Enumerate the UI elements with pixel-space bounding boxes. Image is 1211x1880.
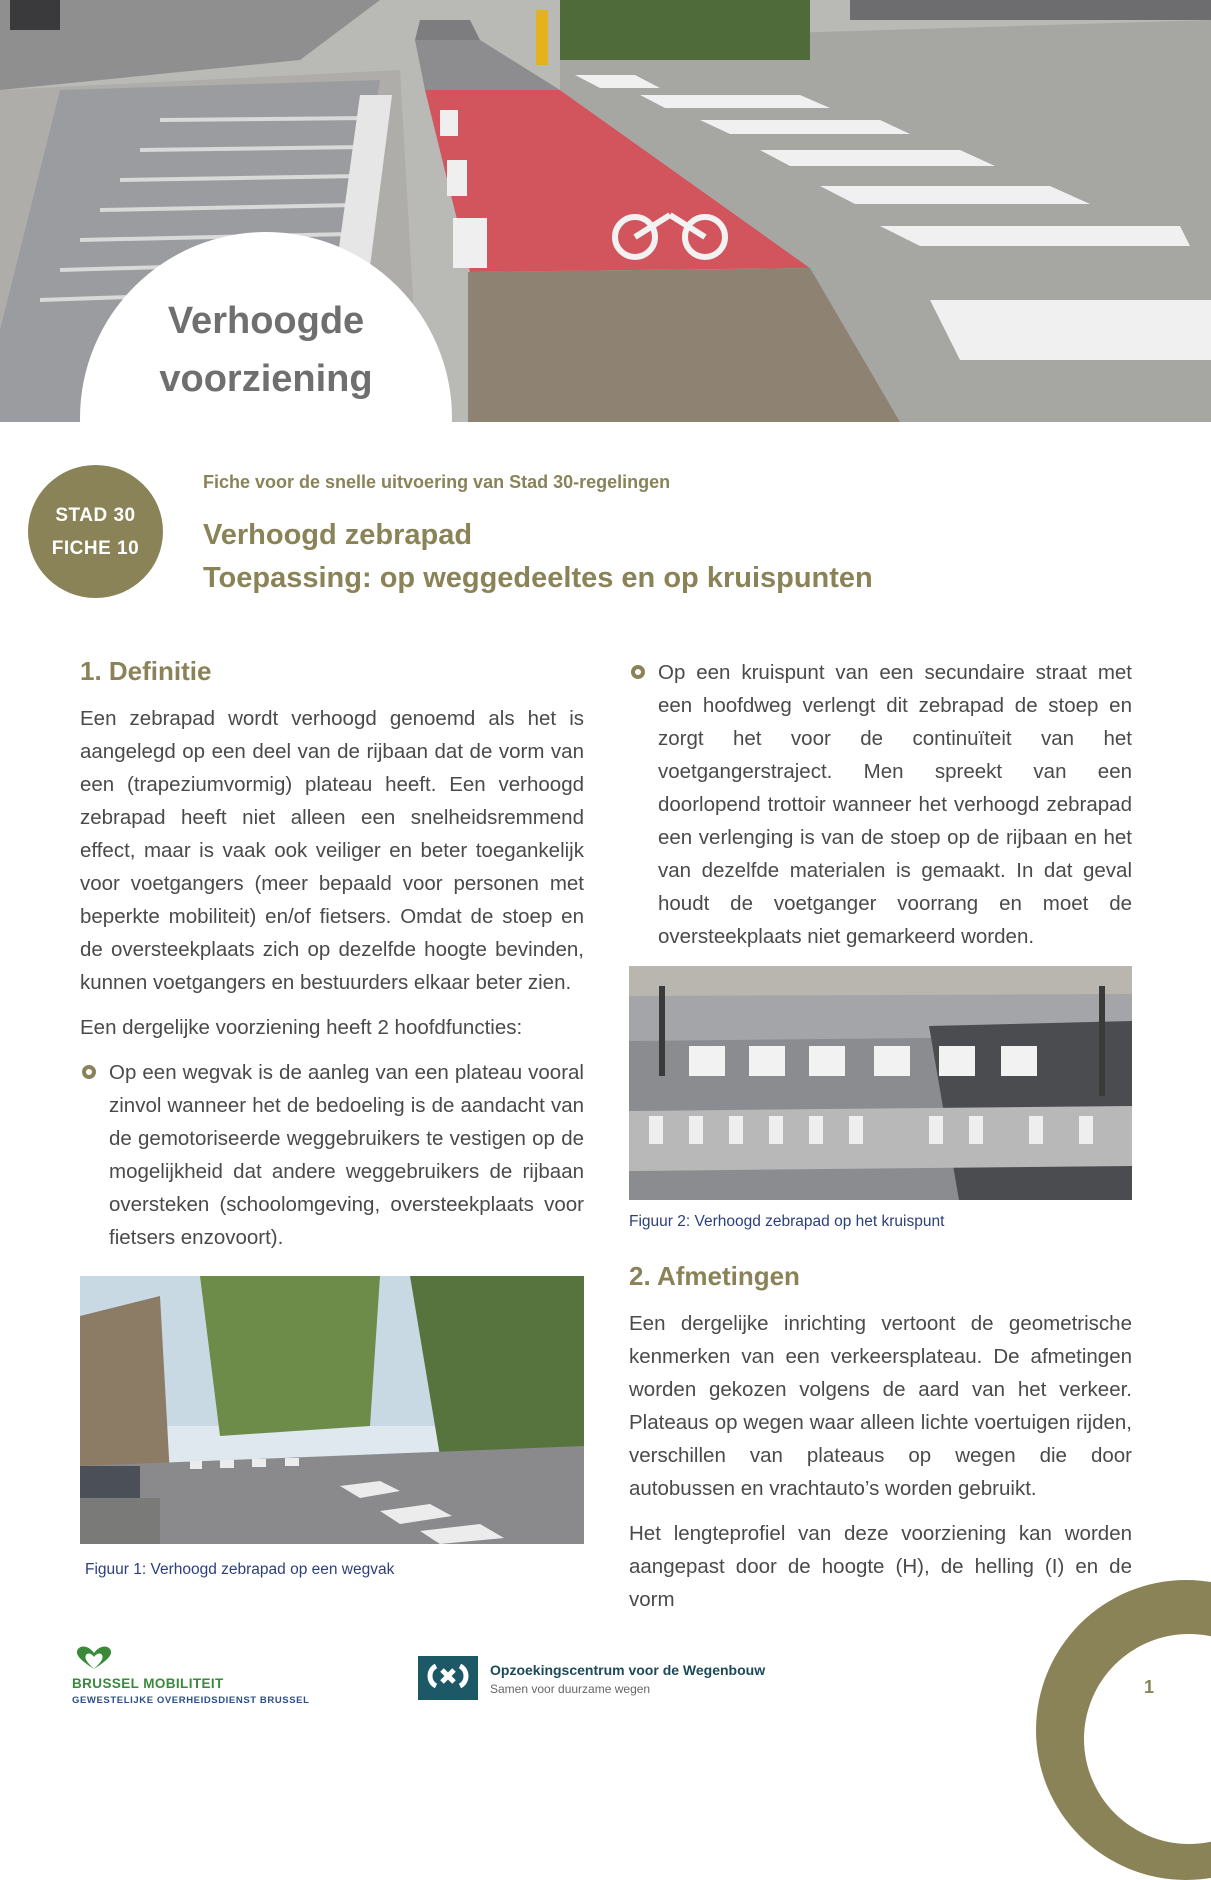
badge-line-1: STAD 30 [55,505,136,526]
ocw-logo-icon [418,1656,478,1700]
badge-line-2: FICHE 10 [51,538,140,559]
bullet-icon [631,665,645,679]
logo-2-line-1: Opzoekingscentrum voor de Wegenbouw [490,1662,766,1678]
definition-paragraph: Een zebrapad wordt verhoogd genoemd als het is aangelegd op een deel van de rijbaan dat de vorm van een (trapeziumvormig) plateau heeft. Een verhoogd zebrapad heeft niet alleen een snelheidsremmend effect, maar is vaak ook veiliger en beter toegankelijk voor voetgangers (meer bepaald voor personen met beperkte mobiliteit) en/of fietsers. Omdat de stoep en de oversteekplaats zich op dezelfde hoogte bevinden, kunnen voetgangers en bestuurders elkaar beter zien. [80,707,584,994]
right-column-top [629,656,1132,953]
left-column [80,655,584,1254]
header-title-line-1: Verhoogd zebrapad [203,519,473,551]
list-item [80,1056,584,1254]
right-column-bottom [629,1260,1132,1628]
title-line-2: voorziening [159,358,373,400]
logo-1-line-1: BRUSSEL MOBILITEIT [72,1676,224,1691]
header-kicker: Fiche voor de snelle uitvoering van Stad 30-regelingen [203,472,671,492]
figure-1-caption: Figuur 1: Verhoogd zebrapad op een wegvak [85,1561,395,1578]
fiche-badge [28,465,163,598]
bullet-icon [82,1065,96,1079]
dimensions-paragraph-1: Een dergelijke inrichting vertoont de geometrische kenmerken van een verkeersplateau. De afmetingen worden gekozen volgens de aard van het verkeer. Plateaus op wegen waar alleen lichte voertuigen rijden, verschillen van plateaus op wegen die door autobussen en vrachtauto’s worden gebruikt. [629,1312,1132,1500]
figure-2-photo [629,966,1132,1200]
header-title [203,514,873,600]
functions-intro: Een dergelijke voorziening heeft 2 hoofdfuncties: [80,1016,523,1039]
heart-leaf-icon [72,1645,116,1671]
page-number: 1 [1144,1677,1155,1697]
figure-1-photo [80,1276,584,1544]
page-title [80,292,452,408]
figure-2-caption: Figuur 2: Verhoogd zebrapad op het kruispunt [629,1213,945,1230]
bullet-text: Op een kruispunt van een secundaire straat met een hoofdweg verlengt dit zebrapad de stoep en zorgt het voor de continuïteit van het voetgangerstraject. Men spreekt van een doorlopend trottoir wanneer het verhoogd zebrapad een verlenging is van de stoep op de rijbaan en het van dezelfde materialen is gemaakt. In dat geval houdt de voetganger voorrang en moet de oversteekplaats niet gemarkeerd worden. [658,661,1132,948]
dimensions-paragraph-2: Het lengteprofiel van deze voorziening kan worden aangepast door de hoogte (H), de helling (I) en de vorm [629,1522,1132,1611]
functions-list [80,1056,584,1254]
functions-list-continued [629,656,1132,953]
brussel-mobiliteit-logo [72,1645,310,1706]
header-title-line-2: Toepassing: op weggedeeltes en op kruispunten [203,562,873,594]
logo-2-line-2: Samen voor duurzame wegen [490,1682,651,1696]
list-item [629,656,1132,953]
logo-1-line-2: GEWESTELIJKE OVERHEIDSDIENST BRUSSEL [72,1695,310,1706]
title-line-1: Verhoogde [167,300,365,342]
section-1-heading: 1. Definitie [80,656,212,686]
bullet-text: Op een wegvak is de aanleg van een plateau vooral zinvol wanneer het de bedoeling is de aandacht van de gemotoriseerde weggebruikers te vestigen op de mogelijkheid dat andere weggebruikers de rijbaan oversteken (schoolomgeving, oversteekplaats voor fietsers enzovoort). [109,1061,584,1249]
section-2-heading: 2. Afmetingen [629,1261,800,1291]
